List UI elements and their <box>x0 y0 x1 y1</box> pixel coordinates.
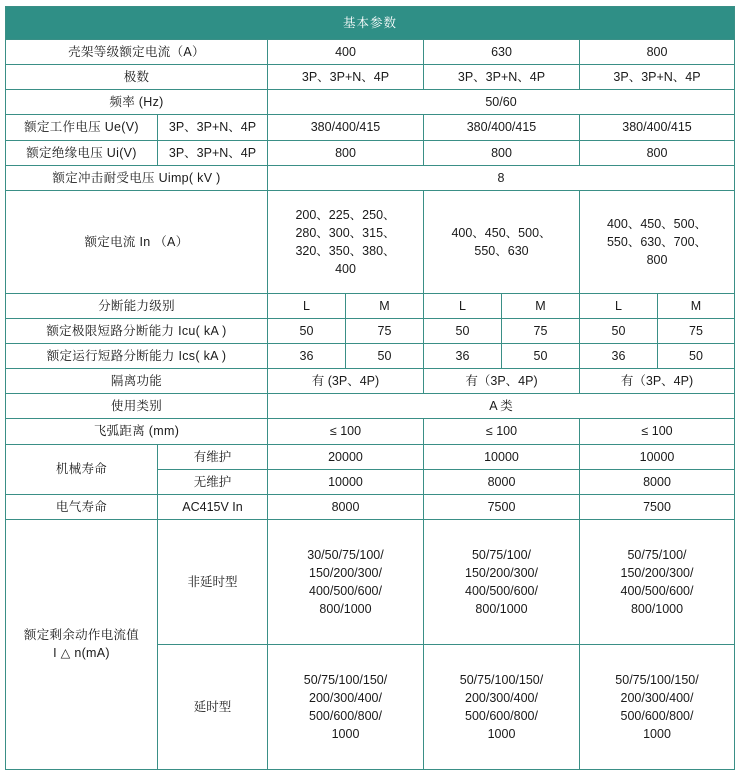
residual-nondelay-800-line1: 50/75/100/ <box>627 547 687 562</box>
table-row <box>6 140 735 165</box>
cell-class-630-L: L <box>424 293 502 318</box>
residual-delay-630-line3: 500/600/800/ <box>465 708 538 723</box>
cell-poles-400: 3P、3P+N、4P <box>268 65 424 90</box>
cell-insulation-voltage-400: 800 <box>268 140 424 165</box>
residual-delay-800-line2: 200/300/400/ <box>620 690 694 705</box>
cell-elec-life-630: 7500 <box>424 494 580 519</box>
cell-icu-800-L: 50 <box>580 318 658 343</box>
table-title-row <box>6 7 735 40</box>
residual-delay-800-line4: 1000 <box>643 727 671 741</box>
cell-insulation-voltage-800: 800 <box>580 140 735 165</box>
table-row <box>6 419 735 444</box>
cell-class-400-M: M <box>346 293 424 318</box>
cell-poles-800: 3P、3P+N、4P <box>580 65 735 90</box>
cell-mech-unmaintained-800: 8000 <box>580 469 735 494</box>
row-label-icu: 额定极限短路分断能力 Icu( kA ) <box>6 318 268 343</box>
cell-utilization-category-value: A 类 <box>268 394 735 419</box>
cell-frame-current-400: 400 <box>268 40 424 65</box>
rated-current-800-line3: 800 <box>646 252 668 267</box>
cell-insulation-voltage-poles: 3P、3P+N、4P <box>158 140 268 165</box>
table-row <box>6 40 735 65</box>
table-row <box>6 444 735 469</box>
table-row <box>6 318 735 343</box>
cell-icu-400-L: 50 <box>268 318 346 343</box>
cell-frequency-value: 50/60 <box>268 90 735 115</box>
cell-rated-current-800 <box>580 190 735 293</box>
basic-parameters-table <box>5 6 735 770</box>
row-label-residual-current <box>6 519 158 769</box>
cell-impulse-voltage-value: 8 <box>268 165 735 190</box>
cell-elec-life-400: 8000 <box>268 494 424 519</box>
cell-working-voltage-400: 380/400/415 <box>268 115 424 140</box>
cell-working-voltage-800: 380/400/415 <box>580 115 735 140</box>
residual-nondelay-800-line2: 150/200/300/ <box>620 565 694 580</box>
cell-arcing-800: ≤ 100 <box>580 419 735 444</box>
table-row <box>6 115 735 140</box>
cell-rated-current-630 <box>424 190 580 293</box>
table-row <box>6 90 735 115</box>
cell-icu-630-M: 75 <box>502 318 580 343</box>
cell-class-400-L: L <box>268 293 346 318</box>
cell-isolation-630: 有（3P、4P) <box>424 369 580 394</box>
cell-residual-delay-800 <box>580 644 735 769</box>
row-label-mechanical-life: 机械寿命 <box>6 444 158 494</box>
cell-icu-630-L: 50 <box>424 318 502 343</box>
cell-mech-unmaintained-630: 8000 <box>424 469 580 494</box>
cell-icu-400-M: 75 <box>346 318 424 343</box>
row-label-ics: 额定运行短路分断能力 Ics( kA ) <box>6 344 268 369</box>
cell-residual-nondelay-630 <box>424 519 580 644</box>
row-label-frequency: 频率 (Hz) <box>6 90 268 115</box>
rated-current-400-line4: 400 <box>335 261 356 276</box>
sub-label-delay: 延时型 <box>158 644 268 769</box>
cell-isolation-800: 有（3P、4P) <box>580 369 735 394</box>
rated-current-800-line2: 550、630、700、 <box>606 234 708 249</box>
residual-delay-800-line3: 500/600/800/ <box>620 708 694 723</box>
residual-delay-800-line1: 50/75/100/150/ <box>615 672 699 687</box>
cell-elec-life-800: 7500 <box>580 494 735 519</box>
rated-current-630-line2: 550、630 <box>474 243 529 258</box>
residual-delay-630-line1: 50/75/100/150/ <box>459 672 544 687</box>
sub-label-unmaintained: 无维护 <box>158 469 268 494</box>
residual-current-label-line2: I △ n(mA) <box>53 646 110 661</box>
row-label-frame-rated-current: 壳架等级额定电流（A） <box>6 40 268 65</box>
table-row <box>6 65 735 90</box>
row-label-rated-working-voltage: 额定工作电压 Ue(V) <box>6 115 158 140</box>
residual-nondelay-800-line4: 800/1000 <box>630 602 684 616</box>
row-label-rated-insulation-voltage: 额定绝缘电压 Ui(V) <box>6 140 158 165</box>
table-row <box>6 190 735 293</box>
residual-current-label-line1: 额定剩余动作电流值 <box>23 628 140 643</box>
residual-nondelay-630-line2: 150/200/300/ <box>465 565 538 580</box>
table-row <box>6 344 735 369</box>
table-row <box>6 293 735 318</box>
table-row <box>6 165 735 190</box>
residual-nondelay-400-line1: 30/50/75/100/ <box>307 547 384 562</box>
cell-residual-nondelay-400 <box>268 519 424 644</box>
residual-delay-630-line2: 200/300/400/ <box>465 690 538 705</box>
cell-class-630-M: M <box>502 293 580 318</box>
page-title: 基本参数 <box>6 7 735 40</box>
residual-nondelay-630-line4: 800/1000 <box>475 602 528 616</box>
cell-ics-630-L: 36 <box>424 344 502 369</box>
sub-label-non-delay: 非延时型 <box>158 519 268 644</box>
row-label-electrical-life: 电气寿命 <box>6 494 158 519</box>
cell-ics-630-M: 50 <box>502 344 580 369</box>
cell-mech-maintained-800: 10000 <box>580 444 735 469</box>
rated-current-630-line1: 400、450、500、 <box>451 225 552 240</box>
residual-nondelay-400-line4: 800/1000 <box>319 602 372 616</box>
row-label-breaking-capacity-class: 分断能力级别 <box>6 293 268 318</box>
cell-residual-nondelay-800 <box>580 519 735 644</box>
cell-working-voltage-poles: 3P、3P+N、4P <box>158 115 268 140</box>
rated-current-400-line2: 280、300、315、 <box>295 225 396 240</box>
cell-frame-current-630: 630 <box>424 40 580 65</box>
table-row <box>6 519 735 644</box>
cell-arcing-630: ≤ 100 <box>424 419 580 444</box>
row-label-arcing-distance: 飞弧距离 (mm) <box>6 419 268 444</box>
cell-working-voltage-630: 380/400/415 <box>424 115 580 140</box>
rated-current-400-line1: 200、225、250、 <box>295 207 396 222</box>
sub-label-maintained: 有维护 <box>158 444 268 469</box>
cell-class-800-M: M <box>658 293 735 318</box>
residual-nondelay-800-line3: 400/500/600/ <box>620 583 694 598</box>
rated-current-400-line3: 320、350、380、 <box>295 243 396 258</box>
residual-nondelay-400-line2: 150/200/300/ <box>309 565 382 580</box>
table-row <box>6 369 735 394</box>
cell-isolation-400: 有 (3P、4P) <box>268 369 424 394</box>
table-row <box>6 494 735 519</box>
residual-delay-400-line2: 200/300/400/ <box>309 690 382 705</box>
row-label-utilization-category: 使用类别 <box>6 394 268 419</box>
residual-nondelay-630-line3: 400/500/600/ <box>465 583 538 598</box>
residual-nondelay-630-line1: 50/75/100/ <box>471 547 532 562</box>
cell-mech-unmaintained-400: 10000 <box>268 469 424 494</box>
cell-residual-delay-630 <box>424 644 580 769</box>
cell-mech-maintained-630: 10000 <box>424 444 580 469</box>
cell-mech-maintained-400: 20000 <box>268 444 424 469</box>
residual-delay-630-line4: 1000 <box>487 727 516 741</box>
cell-ics-400-M: 50 <box>346 344 424 369</box>
sub-label-ac415v-in: AC415V In <box>158 494 268 519</box>
row-label-rated-current-in: 额定电流 In （A） <box>6 190 268 293</box>
cell-insulation-voltage-630: 800 <box>424 140 580 165</box>
cell-ics-800-M: 50 <box>658 344 735 369</box>
row-label-isolation-function: 隔离功能 <box>6 369 268 394</box>
cell-class-800-L: L <box>580 293 658 318</box>
cell-ics-800-L: 36 <box>580 344 658 369</box>
cell-poles-630: 3P、3P+N、4P <box>424 65 580 90</box>
cell-residual-delay-400 <box>268 644 424 769</box>
table-row <box>6 394 735 419</box>
residual-delay-400-line4: 1000 <box>331 727 360 741</box>
residual-delay-400-line3: 500/600/800/ <box>309 708 382 723</box>
cell-rated-current-400 <box>268 190 424 293</box>
row-label-impulse-voltage: 额定冲击耐受电压 Uimp( kV ) <box>6 165 268 190</box>
cell-frame-current-800: 800 <box>580 40 735 65</box>
residual-nondelay-400-line3: 400/500/600/ <box>309 583 382 598</box>
row-label-poles: 极数 <box>6 65 268 90</box>
cell-ics-400-L: 36 <box>268 344 346 369</box>
cell-icu-800-M: 75 <box>658 318 735 343</box>
cell-arcing-400: ≤ 100 <box>268 419 424 444</box>
residual-delay-400-line1: 50/75/100/150/ <box>303 672 388 687</box>
rated-current-800-line1: 400、450、500、 <box>606 216 708 231</box>
